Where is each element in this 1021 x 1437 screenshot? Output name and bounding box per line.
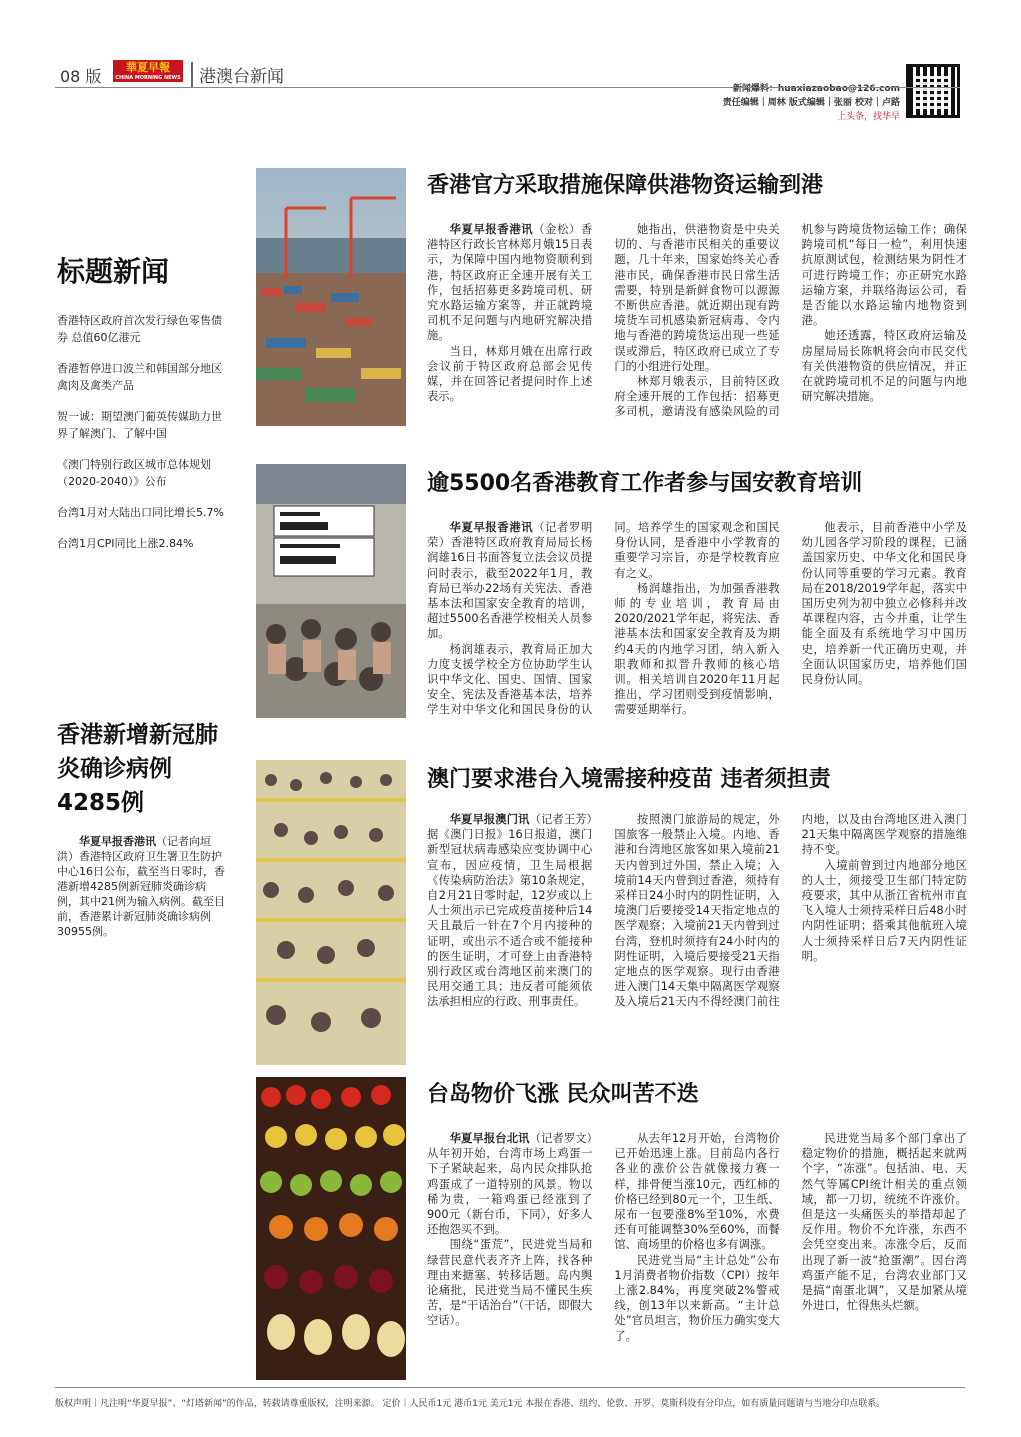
- article-paragraph: 她指出，供港物资是中央关切的、与香港市民相关的重要议题，几十年来，国家始终关心香港市民，确保香港市民日常生活需要，特别是新鲜食物可以源源不断供应香港。就近期出现有跨境货车司机感染新冠病毒、令内地与香港的跨境货运出现一些延误或滞后，特区政府已成立了专门的小组进行处理。: [614, 223, 780, 373]
- headline-news-sidebar: [57, 250, 227, 566]
- article-title[interactable]: 澳门要求港台入境需接种疫苗 违者须担责: [427, 767, 831, 792]
- sidebar-story-body: [57, 834, 227, 939]
- page-header: [55, 60, 960, 130]
- article-paragraph: [427, 222, 592, 344]
- article-paragraph: [427, 520, 592, 642]
- article-paragraph: 林郑月娥表示，目前特区政府全速开展的工作包括：招募更多司机，邀请没有感染风险的司机参与跨境货物运输工作；确保跨境司机“每日一检”，利用快速抗原测试包，检测结果为阴性才可进行跨境工作；亦正研究水路运输方案，并联络海运公司，看是否能以水路运输内地物资到港。: [614, 223, 967, 419]
- article-paragraph: 当日，林郑月娥在出席行政会议前于特区政府总部会见传媒，并在回答记者提问时作上述表示。: [427, 344, 593, 404]
- article-paragraph: 她还透露，特区政府运输及房屋局局长陈帆将会向市民交代有关供港物资的供应情况，并正在就跨境司机不足的问题与内地研究解决措施。: [801, 329, 967, 404]
- article-title[interactable]: 台岛物价飞涨 民众叫苦不迭: [427, 1082, 699, 1107]
- sidebar-headline[interactable]: 《澳门特别行政区城市总体规划（2020-2040）》公布: [57, 458, 211, 488]
- tip-email: 新闻爆料：huaxiazaobao@126.com: [732, 84, 900, 94]
- editorial-info: [723, 82, 900, 124]
- dateline: 华夏早报香港讯: [449, 521, 534, 534]
- article-body: [427, 222, 967, 422]
- article-body: [427, 520, 967, 718]
- newspaper-logo: [113, 60, 183, 82]
- qr-code-icon: [906, 64, 960, 118]
- sidebar-headline[interactable]: 香港特区政府首次发行绿色零售债券 总值60亿港元: [57, 314, 222, 344]
- article-paragraph: 从去年12月开始，台湾物价已开始迅速上涨。目前岛内各行各业的涨价公告就像接力赛一样，排骨便当涨10元，西红柿的价格已经到80元一个，卫生纸、尿布一包要涨8%至10%，水费还有可能调整30%至60%，而餐馆、商场里的价格也多有调涨。: [614, 1132, 780, 1252]
- dateline: 华夏早报台北讯: [449, 1132, 530, 1145]
- sidebar-story-title: 香港新增新冠肺炎确诊病例4285例: [57, 722, 218, 816]
- article-title[interactable]: 香港官方采取措施保障供港物资运输到港: [427, 173, 824, 198]
- paragraph-text: （记者罗明荣）香港特区政府教育局局长杨润雄16日书面答复立法会议员提问时表示，截至2022年1月，教育局已举办22场有关宪法、香港基本法和国家安全教育的培训，超过5500名香港学校相关人员参加。: [427, 521, 593, 641]
- sidebar-headline[interactable]: 贺一诚：期望澳门葡英传媒助力世界了解澳门、了解中国: [57, 410, 222, 440]
- fruit-market-photo: [256, 1077, 406, 1380]
- dateline: 华夏早报香港讯: [449, 223, 534, 236]
- article-paragraph: 入境前曾到过内地部分地区的人士，须接受卫生部门特定防疫要求，其中从浙江省杭州市直飞入境人士须持采样日后48小时内阴性证明；搭乘其他航班入境人士须持采样日后7天内阴性证明。: [801, 858, 967, 963]
- sidebar-story: [57, 718, 227, 939]
- sidebar-heading: 标题新闻: [57, 255, 170, 288]
- logo-text: 華夏早報: [126, 61, 170, 74]
- article-paragraph: [427, 812, 592, 1010]
- editors-line: 责任编辑｜周林 版式编辑｜张丽 校对｜卢路: [722, 98, 900, 108]
- story-text: （记者向垣洪）香港特区政府卫生署卫生防护中心16日公布，截至当日零时，香港新增4285例新冠肺炎确诊病例，其中21例为输入病例。截至目前，香港累计新冠肺炎确诊病例30955例。: [57, 835, 225, 938]
- bus-terminus-photo: [256, 464, 406, 718]
- sidebar-headline[interactable]: 台湾1月CPI同比上涨2.84%: [57, 537, 194, 550]
- article-paragraph: 按照澳门旅游局的规定，外国旅客一般禁止入境。内地、香港和台湾地区旅客如果入境前21天内曾到过外国，禁止入境；入境前14天内曾到过香港，须持有采样日24小时内的阴性证明，入境澳门后要接受14天指定地点的医学观察；入境前21天内曾到过台湾，登机时须持有24小时内的阴性证明，入境后要接受21天指定地点的医学观察。现行由香港进入澳门14天集中隔离医学观察及入境后21天内不得经澳门前往内地，以及由台湾地区进入澳门21天集中隔离医学观察的措施维持不变。: [614, 813, 967, 1009]
- article-paragraph: 他表示，目前香港中小学及幼儿园各学习阶段的课程，已涵盖国家历史、中华文化和国民身份认同等重要的学习元素。教育局在2018/2019学年起，落实中国历史列为初中独立必修科并改革课程内容，古今并重，让学生能全面及有系统地学习中国历史，培养新一代正确历史观，并全面认识国家历史，培养他们国民身份认同。: [801, 521, 967, 687]
- logo-subtext: CHINA MORNING NEWS: [115, 75, 181, 81]
- paragraph-text: （金松）香港特区行政长官林郑月娥15日表示，为保障中国内地物资顺利到港，特区政府正全速开展有关工作，包括招募更多跨境司机、研究水路运输方案等，并正就跨境司机不足问题与内地研究解决措施。: [427, 223, 593, 343]
- copyright-footer: 版权声明｜凡注明“华夏早报”、“灯塔新闻”的作品，转载请尊重版权，注明来源。 定价｜人民币1元 港币1元 美元1元 本报在香港、纽约、伦敦、开罗、莫斯科设有分印点，如有质量问题请与当地分印点联系。: [55, 1387, 965, 1409]
- paragraph-text: （记者罗文）从年初开始，台湾市场上鸡蛋一下子紧缺起来，岛内民众排队抢鸡蛋成了一道特别的风景。物以稀为贵，一箱鸡蛋已经涨到了900元（新台币，下同），好多人还抱怨买不到。: [427, 1132, 593, 1237]
- dateline: 华夏早报香港讯: [79, 835, 156, 848]
- article-paragraph: 杨润雄表示，教育局正加大力度支援学校全方位协助学生认识中华文化、国史、国情、国家安全、宪法及香港基本法，培养学生对中华文化和国民身份的认同。培养学生的国家观念和国民身份认同，是香港中小学教育的重要学习宗旨，亦是学校教育应有之义。: [427, 521, 780, 717]
- page-number: 08 版: [60, 67, 102, 86]
- article-paragraph: 民进党当局多个部门拿出了稳定物价的措施，概括起来就两个字，“冻涨”。包括油、电、天然气等属CPI统计相关的重点领域，都一刀切，统统不许涨价。但是这一头痛医头的举措却起了反作用。物价不允许涨，东西不会凭空变出来。冻涨令后，反而出现了新一波“抢蛋潮”。因台湾鸡蛋产能不足，台湾农业部门又是搞“南蛋北调”，又是加紧从境外进口，忙得焦头烂额。: [801, 1132, 967, 1313]
- article-body: [427, 1131, 967, 1379]
- article-body: [427, 812, 967, 1064]
- section-name: 港澳台新闻: [191, 62, 284, 87]
- article-title[interactable]: 逾5500名香港教育工作者参与国安教育培训: [427, 471, 863, 496]
- paragraph-text: （记者王芳）据《澳门日报》16日报道，澳门新型冠状病毒感染应变协调中心宣布，因应疫情，卫生局根据《传染病防治法》第10条规定，自2月21日零时起，12岁或以上人士须出示已完成疫苗接种后14天且最后一针在7个月内接种的证明，或出示不适合或不能接种的医生证明，才可登上由香港特别行政区或台湾地区前来澳门的民用交通工具；违反者可能须依法承担相应的行政、刑事责任。: [427, 813, 593, 1009]
- dateline: 华夏早报澳门讯: [449, 813, 530, 826]
- header-divider: [55, 87, 960, 88]
- sidebar-headline[interactable]: 台湾1月对大陆出口同比增长5.7%: [57, 506, 224, 519]
- slogan: 上头条，找华早: [836, 112, 900, 122]
- crowd-border-photo: [256, 760, 406, 1065]
- port-container-photo: [256, 168, 406, 426]
- article-paragraph: 杨润雄指出，为加强香港教师的专业培训，教育局由2020/2021学年起，将宪法、香港基本法和国家安全教育及为期约4天的内地学习团，纳入新入职教师和拟晋升教师的核心培训。相关培训自2020年11月起推出，学习团则受到疫情影响，需要延期举行。: [614, 581, 780, 717]
- article-paragraph: 民进党当局“主计总处”公布1月消费者物价指数（CPI）按年上涨2.84%，再度突破2%警戒线，创13年以来新高。“主计总处”官员坦言，物价压力确实变大了。: [614, 1253, 780, 1343]
- article-paragraph: 围绕“蛋荒”，民进党当局和绿营民意代表齐齐上阵，找各种理由来搪塞、转移话题。岛内舆论痛批，民进党当局不懂民生疾苦，是“干话治台”（干话，即假大空话）。: [427, 1238, 593, 1328]
- article-paragraph: [427, 1131, 592, 1237]
- sidebar-headline[interactable]: 香港暂停进口波兰和韩国部分地区禽肉及禽类产品: [57, 362, 222, 392]
